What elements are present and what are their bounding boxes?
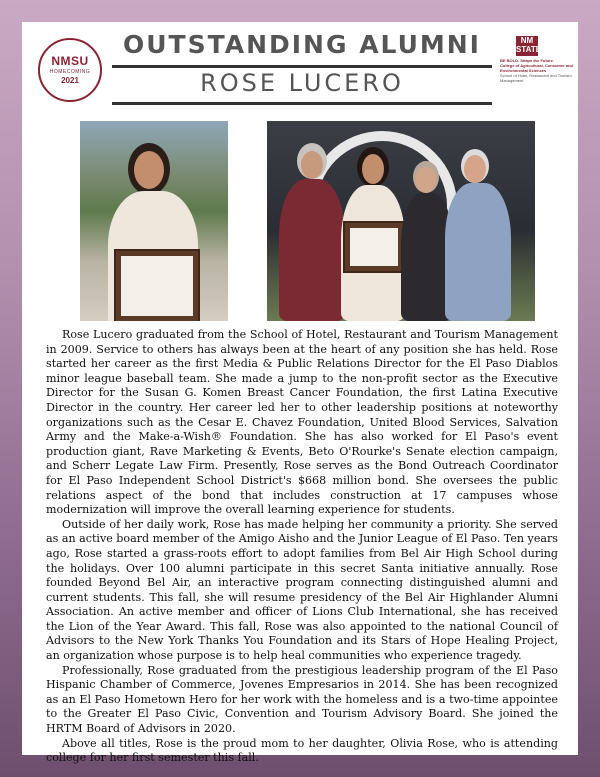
photo-group-with-award bbox=[267, 121, 535, 321]
paragraph-3: Professionally, Rose graduated from the prestigious leadership program of the El Paso Hispanic Chamber of Commerce, Jovenes Empresarios in 2014. She has been recognized as an El Paso Hometown Hero for her work with the homeless and is a two-time appointee to the Greater El Paso Civic, Convention and Tourism Advisory Board. She joined the HRTM Board of Advisors in 2020. bbox=[46, 663, 558, 736]
homecoming-seal-logo bbox=[38, 38, 102, 102]
college-tagline: BE BOLD. Shape the Future. bbox=[500, 58, 555, 63]
nm-state-logo: NM STATE bbox=[516, 36, 542, 54]
page-subtitle: ROSE LUCERO bbox=[200, 69, 404, 97]
article-body bbox=[46, 328, 558, 766]
seal-name: NMSU bbox=[51, 54, 89, 68]
department-name: School of Hotel, Restaurant and Tourism Management bbox=[500, 73, 572, 83]
paragraph-4: Above all titles, Rose is the proud mom to her daughter, Olivia Rose, who is attending college for her first semester this fall. bbox=[46, 736, 558, 765]
paragraph-2: Outside of her daily work, Rose has made helping her community a priority. She served as an active board member of the Amigo Aisho and the Junior League of El Paso. Ten years ago, Rose started a grass-roots effort to adopt families from Bel Air High School during the holidays. Over 100 alumni participate in this secret Santa initiative annually. Rose founded Beyond Bel Air, an interactive program connecting distinguished alumni and current students. This fall, she will resume presidency of the Bel Air Highlander Alumni Association. An active member and officer of Lions Club International, she has received the Lion of the Year Award. This fall, Rose was also appointed to the national Council of Advisors to the New York Thanks You Foundation and its Stars of Hope Healing Project, an organization whose purpose is to help heal communities who experience tragedy. bbox=[46, 517, 559, 663]
seal-sub: HOMECOMING bbox=[49, 69, 91, 75]
title-rule-bottom bbox=[112, 102, 492, 105]
page-title: OUTSTANDING ALUMNI bbox=[123, 30, 481, 59]
header bbox=[22, 22, 578, 112]
paragraph-1: Rose Lucero graduated from the School of Hotel, Restaurant and Tourism Management in 2009. Service to others has always been at the heart of any position she has held. Rose started her career as the first Media & Public Relations Director for the El Paso Diablos minor league baseball team. She made a jump to the non-profit sector as the Executive Director for the Susan G. Komen Breast Cancer Foundation, the first Latina Executive Director in the country. Her career led her to other leadership positions at noteworthy organizations such as the Cesar E. Chavez Foundation, United Blood Services, Salvation Army and the Make-a-Wish® Foundation. She has also worked for El Paso's event production giant, Rave Marketing & Events, Beto O'Rourke's Senate election campaign, and Scherr Legate Law Firm. Presently, Rose serves as the Bond Outreach Coordinator for El Paso Independent School District's $668 million bond. She oversees the public relations aspect of the bond that includes construction at 17 campuses whose modernization will improve the overall learning experience for students. bbox=[46, 328, 558, 517]
photo-portrait-with-award bbox=[80, 121, 228, 321]
title-rule-top bbox=[112, 65, 492, 68]
seal-year: 2021 bbox=[61, 76, 79, 85]
college-block bbox=[500, 58, 574, 83]
college-name: College of Agricultural, Consumer and Environmental Sciences bbox=[500, 63, 573, 73]
page bbox=[22, 22, 578, 765]
